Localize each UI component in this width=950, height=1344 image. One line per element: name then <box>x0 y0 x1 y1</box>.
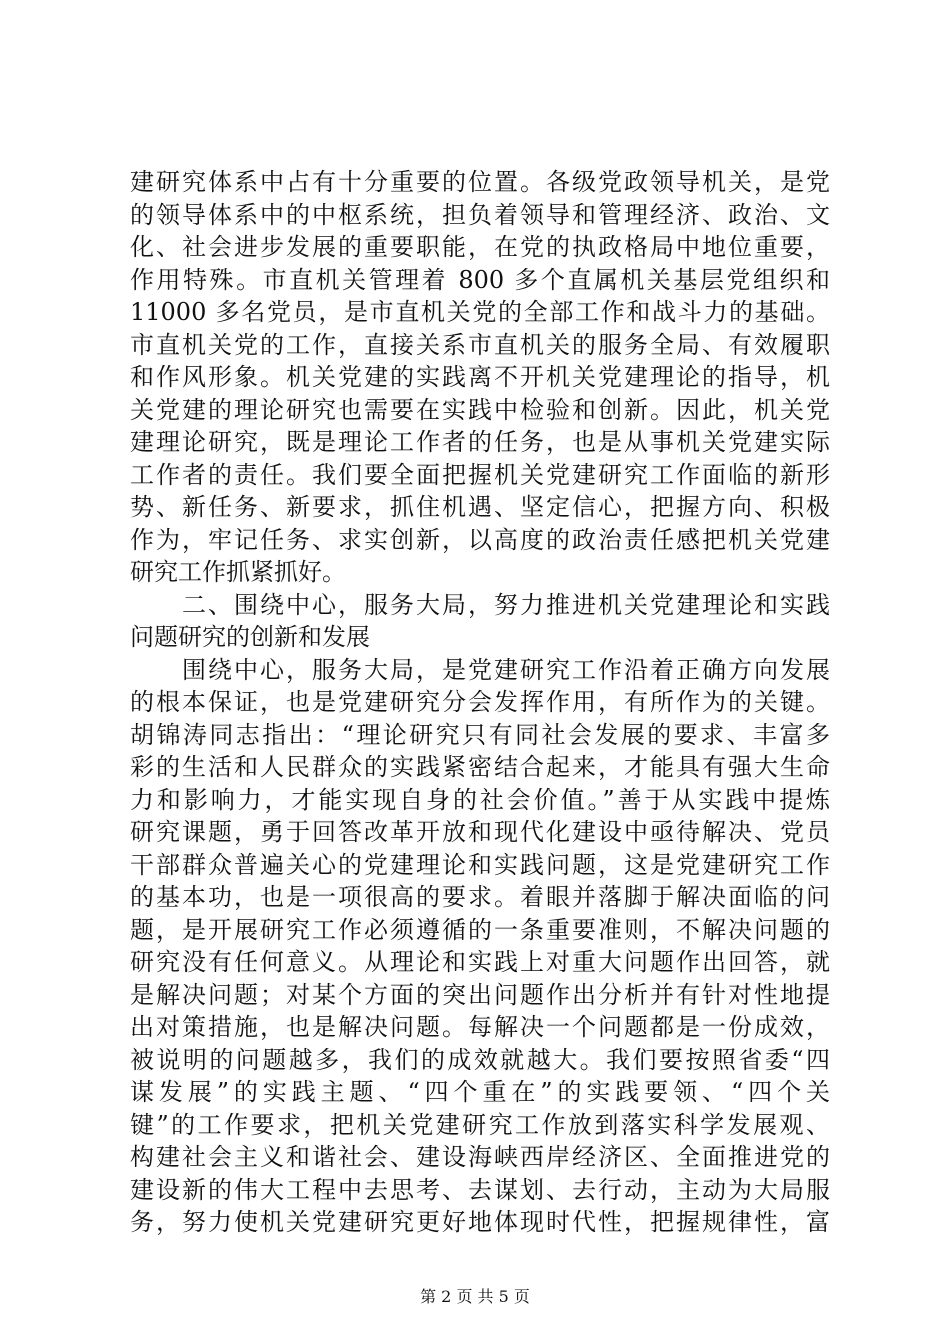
text-line: 化、社会进步发展的重要职能，在党的执政格局中地位重要， <box>130 233 830 261</box>
text-line: 彩的生活和人民群众的实践紧密结合起来，才能具有强大生命 <box>130 753 830 781</box>
text-line: 市直机关党的工作，直接关系市直机关的服务全局、有效履职 <box>130 330 830 359</box>
text-line: 出对策措施，也是解决问题。每解决一个问题都是一份成效， <box>130 1013 830 1041</box>
text-line: 力和影响力，才能实现自身的社会价值。”善于从实践中提炼 <box>130 785 830 814</box>
page-footer: 第 2 页 共 5 页 <box>420 1287 530 1306</box>
text-line: 务，努力使机关党建研究更好地体现时代性，把握规律性，富 <box>130 1208 830 1236</box>
text-line: 谋发展”的实践主题、“四个重在”的实践要领、“四个关 <box>130 1078 830 1106</box>
text-line: 和作风形象。机关党建的实践离不开机关党建理论的指导，机 <box>130 363 830 391</box>
text-line: 研究工作抓紧抓好。 <box>130 558 346 586</box>
text-line: 键”的工作要求，把机关党建研究工作放到落实科学发展观、 <box>130 1110 830 1139</box>
text-line: 题，是开展研究工作必须遵循的一条重要准则，不解决问题的 <box>130 915 830 944</box>
text-line: 构建社会主义和谐社会、建设海峡西岸经济区、全面推进党的 <box>130 1143 830 1171</box>
text-line: 研究课题，勇于回答改革开放和现代化建设中亟待解决、党员 <box>130 818 830 846</box>
text-line: 干部群众普遍关心的党建理论和实践问题，这是党建研究工作 <box>130 850 830 879</box>
text-line: 二、围绕中心，服务大局，努力推进机关党建理论和实践 <box>130 590 830 619</box>
text-line: 建研究体系中占有十分重要的位置。各级党政领导机关，是党 <box>130 168 830 196</box>
text-line: 关党建的理论研究也需要在实践中检验和创新。因此，机关党 <box>130 395 830 424</box>
text-line: 围绕中心，服务大局，是党建研究工作沿着正确方向发展 <box>130 655 830 684</box>
text-line: 的基本功，也是一项很高的要求。着眼并落脚于解决面临的问 <box>130 883 830 911</box>
text-line: 建理论研究，既是理论工作者的任务，也是从事机关党建实际 <box>130 428 830 456</box>
text-line: 被说明的问题越多，我们的成效就越大。我们要按照省委“四 <box>130 1045 830 1074</box>
text-line: 的根本保证，也是党建研究分会发挥作用，有所作为的关键。 <box>130 688 830 716</box>
text-line: 势、新任务、新要求，抓住机遇、坚定信心，把握方向、积极 <box>130 493 830 521</box>
text-line: 问题研究的创新和发展 <box>130 623 370 651</box>
document-body <box>130 166 830 1239</box>
text-line: 的领导体系中的中枢系统，担负着领导和管理经济、政治、文 <box>130 200 830 229</box>
text-line: 研究没有任何意义。从理论和实践上对重大问题作出回答，就 <box>130 948 830 976</box>
text-line: 是解决问题；对某个方面的突出问题作出分析并有针对性地提 <box>130 980 830 1009</box>
text-line: 作为，牢记任务、求实创新，以高度的政治责任感把机关党建 <box>130 525 830 554</box>
text-line: 11000 多名党员，是市直机关党的全部工作和战斗力的基础。 <box>130 298 830 326</box>
text-line: 建设新的伟大工程中去思考、去谋划、去行动，主动为大局服 <box>130 1175 830 1204</box>
text-line: 胡锦涛同志指出：“理论研究只有同社会发展的要求、丰富多 <box>130 720 830 749</box>
text-line: 作用特殊。市直机关管理着 800 多个直属机关基层党组织和 <box>130 265 830 294</box>
text-line: 工作者的责任。我们要全面把握机关党建研究工作面临的新形 <box>130 460 830 489</box>
